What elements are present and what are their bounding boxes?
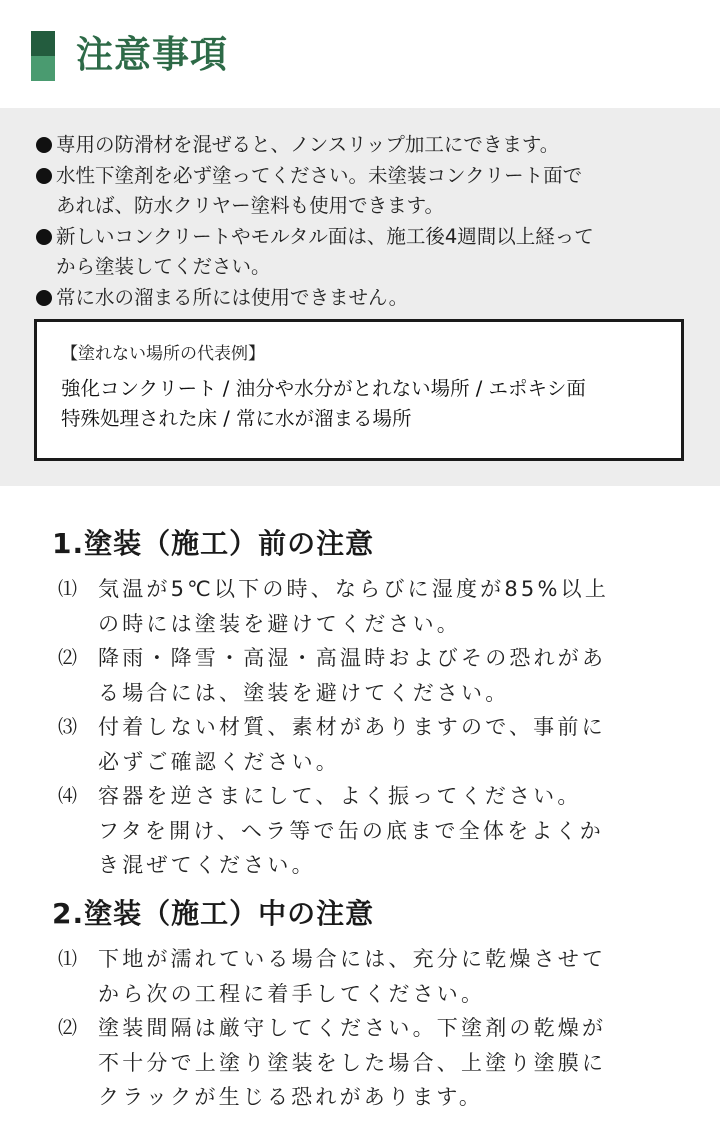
header-mark-dark (31, 31, 55, 56)
item-number: ⑷ (58, 785, 78, 807)
bullet-line: あれば、防水クリヤー塗料も使用できます。 (56, 194, 445, 217)
header-mark-light (31, 56, 55, 81)
examples-line: 特殊処理された床 / 常に水が溜まる場所 (61, 407, 412, 430)
section-item (52, 779, 672, 883)
bullet-dot-icon (36, 137, 52, 153)
item-number: ⑶ (58, 716, 78, 738)
bullet-line: 新しいコンクリートやモルタル面は、施工後4週間以上経って (56, 224, 594, 248)
item-line: き混ぜてください。 (98, 853, 316, 877)
item-line: フタを開け、ヘラ等で缶の底まで全体をよくか (98, 818, 604, 843)
item-line: 不十分で上塗り塗装をした場合、上塗り塗膜に (98, 1050, 607, 1075)
notice-bullet-list (36, 130, 706, 313)
section-item (52, 710, 672, 779)
bullet-dot-icon (36, 229, 52, 245)
item-line: 下地が濡れている場合には、充分に乾燥させて (98, 947, 607, 971)
section-item (52, 942, 672, 1011)
section-title: 1.塗装（施工）前の注意 (52, 527, 375, 560)
examples-title: 【塗れない場所の代表例】 (61, 344, 265, 364)
section-item-list (52, 942, 672, 1115)
item-number: ⑴ (58, 578, 78, 600)
section-item (52, 641, 672, 710)
header-accent-mark (31, 31, 55, 81)
unpaintable-examples-box (34, 319, 684, 461)
section-during-painting (52, 893, 672, 1115)
examples-line: 強化コンクリート / 油分や水分がとれない場所 / エポキシ面 (61, 377, 586, 400)
bullet-dot-icon (36, 168, 52, 184)
bullet-dot-icon (36, 290, 52, 306)
page-header (0, 0, 720, 108)
bullet-line: 専用の防滑材を混ぜると、ノンスリップ加工にできます。 (56, 133, 560, 156)
item-number: ⑴ (58, 948, 78, 970)
notice-bullet-item (36, 130, 706, 161)
section-item (52, 572, 672, 641)
item-number: ⑵ (58, 647, 78, 669)
item-number: ⑵ (58, 1017, 78, 1039)
notice-bullet-item (36, 161, 706, 222)
item-line: の時には塗装を避けてください。 (98, 611, 461, 636)
section-item (52, 1011, 672, 1115)
item-line: 付着しない材質、素材がありますので、事前に (98, 715, 606, 739)
section-item-list (52, 572, 672, 883)
bullet-line: 常に水の溜まる所には使用できません。 (56, 285, 409, 309)
page-title: 注意事項 (76, 33, 228, 76)
section-title: 2.塗装（施工）中の注意 (52, 897, 375, 930)
item-line: 気温が5℃以下の時、ならびに湿度が85%以上 (98, 577, 610, 601)
item-line: 必ずご確認ください。 (98, 749, 340, 774)
section-before-painting (52, 523, 672, 883)
item-line: クラックが生じる恐れがあります。 (98, 1085, 484, 1109)
bullet-line: 水性下塗剤を必ず塗ってください。未塗装コンクリート面で (56, 163, 583, 187)
item-line: 降雨・降雪・高湿・高温時およびその恐れがあ (98, 646, 607, 670)
item-line: 容器を逆さまにして、よく振ってください。 (98, 784, 582, 808)
bullet-line: から塗装してください。 (56, 255, 271, 278)
item-line: 塗装間隔は厳守してください。下塗剤の乾燥が (98, 1016, 607, 1040)
item-line: る場合には、塗装を避けてください。 (98, 680, 510, 705)
item-line: から次の工程に着手してください。 (98, 981, 486, 1006)
notice-bullet-item (36, 283, 706, 314)
notice-bullet-item (36, 222, 706, 283)
